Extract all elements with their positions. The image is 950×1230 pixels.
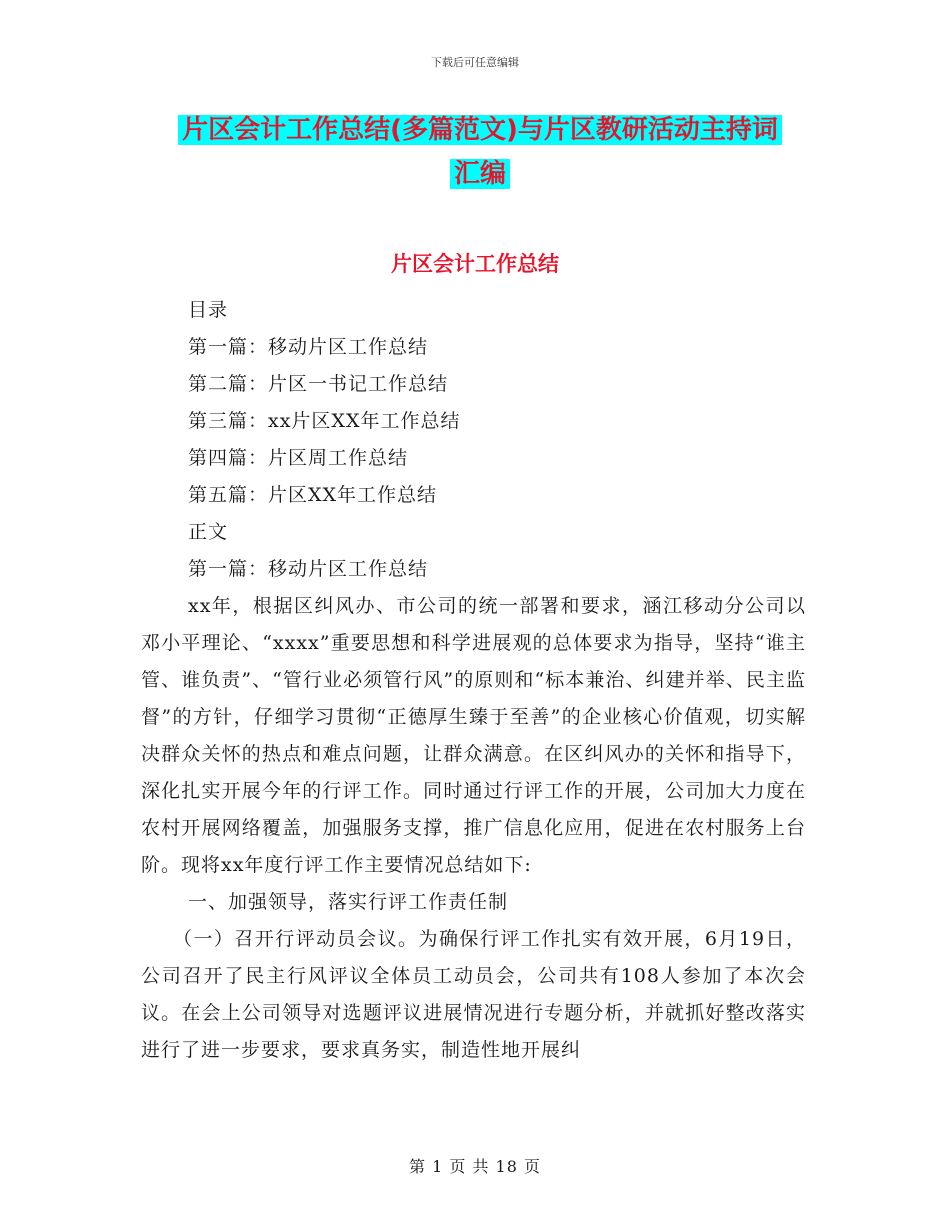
document-body	[141, 292, 806, 1069]
section-title: 片区会计工作总结	[391, 252, 559, 276]
paragraph: （一）召开行评动员会议。为确保行评工作扎实有效开展，6月19日，公司召开了民主行风评议全体员工动员会，公司共有108人参加了本次会议。在会上公司领导对选题评议进展情况进行专题分析，并就抓好整改落实进行了进一步要求，要求真务实，制造性地开展纠	[141, 928, 806, 1061]
subheading: 一、加强领导，落实行评工作责任制	[188, 891, 509, 913]
toc-heading: 目录	[188, 299, 229, 321]
toc-item: 第四篇：片区周工作总结	[188, 447, 409, 469]
toc-item: 第五篇：片区XX年工作总结	[188, 484, 438, 506]
document-title	[140, 108, 820, 196]
chapter-title: 第一篇：移动片区工作总结	[188, 558, 429, 580]
toc-item: 第二篇：片区一书记工作总结	[188, 373, 449, 395]
toc-item: 第一篇：移动片区工作总结	[188, 336, 429, 358]
body-heading: 正文	[188, 521, 229, 543]
paragraph: xx年，根据区纠风办、市公司的统一部署和要求，涵江移动分公司以邓小平理论、“xxxx”重要思想和科学进展观的总体要求为指导，坚持“谁主管、谁负责”、“管行业必须管行风”的原则和“标本兼治、纠建并举、民主监督”的方针，仔细学习贯彻“正德厚生臻于至善”的企业核心价值观，切实解决群众关怀的热点和难点问题，让群众满意。在区纠风办的关怀和指导下，深化扎实开展今年的行评工作。同时通过行评工作的开展，公司加大力度在农村开展网络覆盖，加强服务支撑，推广信息化应用，促进在农村服务上台阶。现将xx年度行评工作主要情况总结如下:	[141, 595, 806, 876]
document-title-line2: 汇编	[450, 159, 510, 189]
toc-item: 第三篇：xx片区XX年工作总结	[188, 410, 461, 432]
page-footer: 第 1 页 共 18 页	[409, 1157, 541, 1176]
document-title-line1: 片区会计工作总结(多篇范文)与片区教研活动主持词	[178, 115, 782, 145]
header-note: 下载后可任意编辑	[431, 56, 519, 69]
